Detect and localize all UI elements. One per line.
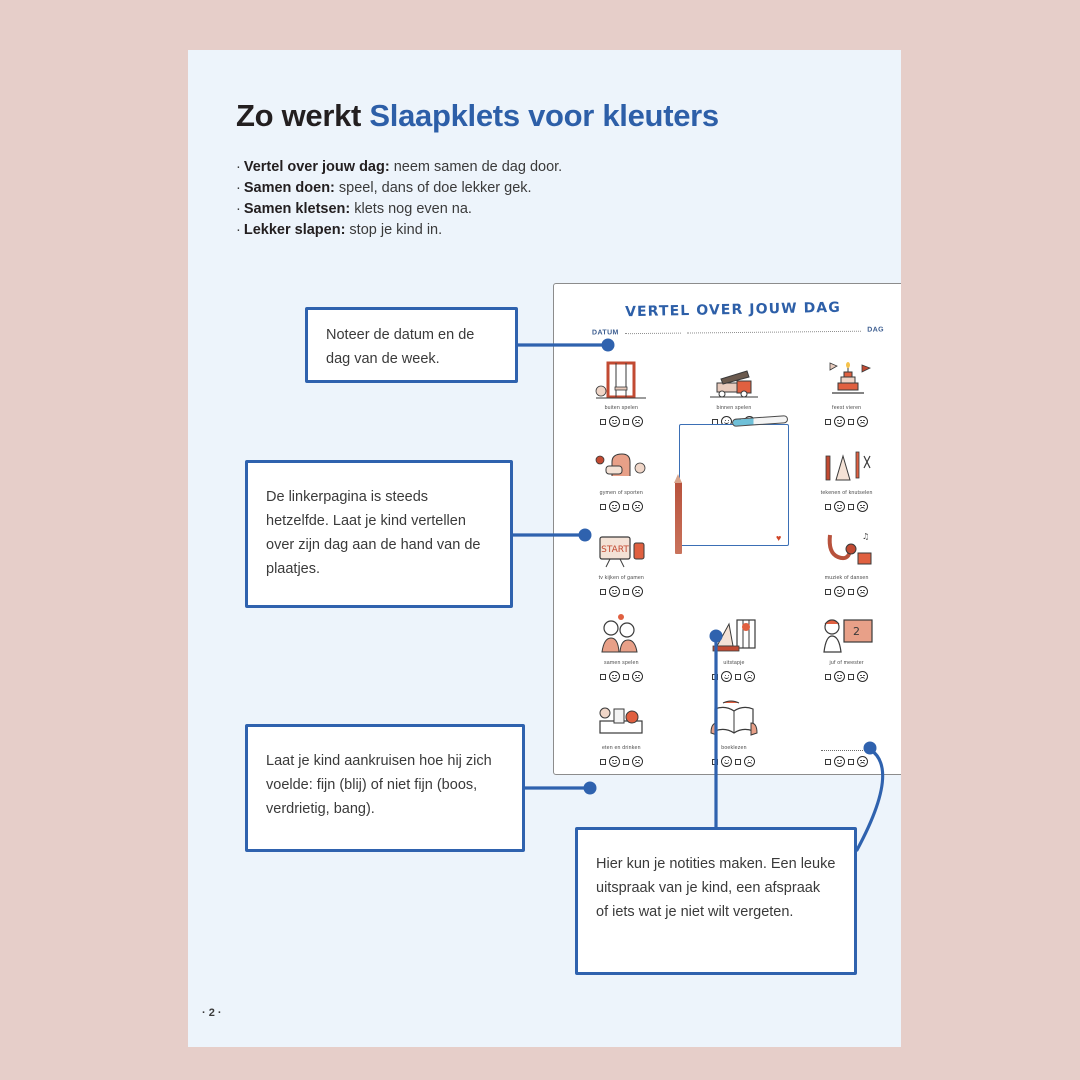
callout-notes: Hier kun je notities maken. Een leuke uitspraak van je kind, een afspraak of iets wat je niet wilt vergeten. xyxy=(575,827,857,975)
happy-face-icon xyxy=(834,671,845,682)
callout-left-page: De linkerpagina is steeds hetzelfde. Laat je kind vertellen over zijn dag aan de hand van de plaatjes. xyxy=(245,460,513,608)
checkbox-happy[interactable] xyxy=(825,589,831,595)
list-item-text: klets nog even na. xyxy=(350,201,472,217)
callout-mood: Laat je kind aankruisen hoe hij zich voelde: fijn (blij) of niet fijn (boos, verdrietig, bang). xyxy=(245,724,525,852)
activity-cell xyxy=(791,429,901,514)
activity-grid xyxy=(566,344,901,769)
mood-checkboxes xyxy=(600,501,643,512)
activity-label: samen spelen xyxy=(603,660,639,666)
checkbox-sad[interactable] xyxy=(735,674,741,680)
activity-cell xyxy=(679,599,790,684)
checkbox-sad[interactable] xyxy=(735,759,741,765)
checkbox-sad[interactable] xyxy=(848,759,854,765)
sad-face-icon xyxy=(632,501,643,512)
activity-cell xyxy=(566,344,677,429)
happy-face-icon xyxy=(609,756,620,767)
sad-face-icon xyxy=(857,501,868,512)
list-item-text: stop je kind in. xyxy=(345,222,443,238)
checkbox-happy[interactable] xyxy=(712,759,718,765)
climbing-frame-icon xyxy=(705,612,763,656)
mood-checkboxes xyxy=(825,501,868,512)
open-book-icon xyxy=(705,697,763,741)
heart-icon: ♥ xyxy=(776,533,782,543)
checkbox-sad[interactable] xyxy=(848,674,854,680)
sad-face-icon xyxy=(744,756,755,767)
blank-dotted-icon xyxy=(818,696,876,740)
mood-checkboxes xyxy=(825,671,868,682)
pencils-icon xyxy=(818,442,876,486)
activity-cell xyxy=(566,599,677,684)
worksheet-notes-area[interactable] xyxy=(679,424,789,546)
checkbox-sad[interactable] xyxy=(623,504,629,510)
sad-face-icon xyxy=(632,671,643,682)
list-item-text: neem samen de dag door. xyxy=(389,159,563,175)
happy-face-icon xyxy=(834,756,845,767)
bullet-dot-icon: · xyxy=(236,201,241,217)
happy-face-icon xyxy=(609,501,620,512)
svg-text:START: START xyxy=(601,545,630,555)
activity-label: gymen of sporten xyxy=(599,490,643,496)
mood-checkboxes xyxy=(825,586,868,597)
activity-cell xyxy=(679,684,790,769)
mood-checkboxes xyxy=(712,671,755,682)
happy-face-icon xyxy=(609,416,620,427)
checkbox-happy[interactable] xyxy=(825,419,831,425)
list-item-label: Samen kletsen: xyxy=(243,201,351,217)
page-title xyxy=(236,98,719,134)
sad-face-icon xyxy=(744,671,755,682)
food-tray-icon xyxy=(592,697,650,741)
sad-face-icon xyxy=(857,756,868,767)
sad-face-icon xyxy=(632,756,643,767)
mood-checkboxes xyxy=(825,416,868,427)
worksheet-title: VERTEL OVER JOUW DAG xyxy=(624,299,842,321)
pencil-icon xyxy=(675,482,682,554)
activity-label: tekenen of knutselen xyxy=(820,490,873,496)
list-item-label: Vertel over jouw dag: xyxy=(243,159,390,175)
mood-checkboxes xyxy=(712,756,755,767)
checkbox-sad[interactable] xyxy=(623,674,629,680)
activity-label: binnen spelen xyxy=(716,405,752,411)
checkbox-happy[interactable] xyxy=(825,504,831,510)
sad-face-icon xyxy=(857,416,868,427)
page-title-dark: Zo werkt xyxy=(236,98,370,133)
connector-dot-mood xyxy=(584,782,597,795)
list-item-label: Samen doen: xyxy=(243,180,335,196)
activity-label-blank[interactable] xyxy=(821,744,873,751)
happy-face-icon xyxy=(721,756,732,767)
cake-icon xyxy=(818,357,876,401)
svg-text:♫: ♫ xyxy=(861,532,869,541)
checkbox-happy[interactable] xyxy=(825,674,831,680)
checkbox-sad[interactable] xyxy=(848,504,854,510)
mood-checkboxes xyxy=(600,416,643,427)
happy-face-icon xyxy=(609,586,620,597)
mood-checkboxes xyxy=(600,671,643,682)
checkbox-happy[interactable] xyxy=(600,589,606,595)
activity-label: juf of meester xyxy=(829,660,864,666)
day-field-label: DAG xyxy=(867,326,885,334)
mood-checkboxes xyxy=(600,586,643,597)
television-icon xyxy=(592,527,650,571)
checkbox-sad[interactable] xyxy=(623,759,629,765)
activity-label: eten en drinken xyxy=(601,745,641,751)
activity-cell xyxy=(791,514,901,599)
teacher-icon xyxy=(818,612,876,656)
list-item xyxy=(236,220,676,241)
list-item xyxy=(236,178,676,199)
page-title-blue: Slaapklets voor kleuters xyxy=(369,98,719,133)
happy-face-icon xyxy=(721,671,732,682)
svg-text:2: 2 xyxy=(852,625,860,638)
list-item xyxy=(236,199,676,220)
train-icon xyxy=(705,357,763,401)
saxophone-icon xyxy=(818,527,876,571)
checkbox-sad[interactable] xyxy=(848,589,854,595)
sad-face-icon xyxy=(857,586,868,597)
checkbox-happy[interactable] xyxy=(600,419,606,425)
page-number: · 2 · xyxy=(202,1007,222,1019)
bullet-dot-icon: · xyxy=(236,222,241,238)
activity-cell-blank xyxy=(791,684,901,769)
list-item-text: speel, dans of doe lekker gek. xyxy=(334,180,532,196)
activity-label: muziek of dansen xyxy=(824,575,869,581)
activity-label: tv kijken of gamen xyxy=(598,575,645,581)
activity-label: boeklezen xyxy=(721,745,747,751)
checkbox-happy[interactable] xyxy=(600,674,606,680)
activity-cell xyxy=(791,344,901,429)
book-page xyxy=(188,50,901,1047)
activity-cell xyxy=(566,684,677,769)
happy-face-icon xyxy=(609,671,620,682)
sad-face-icon xyxy=(857,671,868,682)
checkbox-happy[interactable] xyxy=(712,674,718,680)
activity-label: buiten spelen xyxy=(604,405,639,411)
list-item xyxy=(236,157,676,178)
activity-label: uitstapje xyxy=(723,660,745,666)
checkbox-happy[interactable] xyxy=(600,504,606,510)
happy-face-icon xyxy=(834,416,845,427)
callout-date: Noteer de datum en de dag van de week. xyxy=(305,307,518,383)
bullet-dot-icon: · xyxy=(236,180,241,196)
day-field-rule xyxy=(687,331,861,334)
happy-face-icon xyxy=(834,586,845,597)
vaulting-horse-icon xyxy=(592,442,650,486)
worksheet-spread-photo xyxy=(553,283,901,775)
list-item-label: Lekker slapen: xyxy=(243,222,346,238)
mood-checkboxes xyxy=(825,756,868,767)
date-field-label: DATUM xyxy=(591,329,619,337)
instruction-list xyxy=(236,157,676,241)
activity-cell xyxy=(566,429,677,514)
sad-face-icon xyxy=(632,586,643,597)
activity-cell xyxy=(791,599,901,684)
worksheet-date-fields xyxy=(592,326,884,336)
activity-label: feest vieren xyxy=(832,405,862,411)
date-field-rule xyxy=(625,333,681,335)
swing-icon xyxy=(592,357,650,401)
checkbox-happy[interactable] xyxy=(600,759,606,765)
sad-face-icon xyxy=(632,416,643,427)
checkbox-happy[interactable] xyxy=(825,759,831,765)
checkbox-sad[interactable] xyxy=(848,419,854,425)
activity-cell xyxy=(566,514,677,599)
bullet-dot-icon: · xyxy=(236,159,241,175)
happy-face-icon xyxy=(834,501,845,512)
checkbox-sad[interactable] xyxy=(623,419,629,425)
two-children-icon xyxy=(592,612,650,656)
mood-checkboxes xyxy=(600,756,643,767)
checkbox-sad[interactable] xyxy=(623,589,629,595)
